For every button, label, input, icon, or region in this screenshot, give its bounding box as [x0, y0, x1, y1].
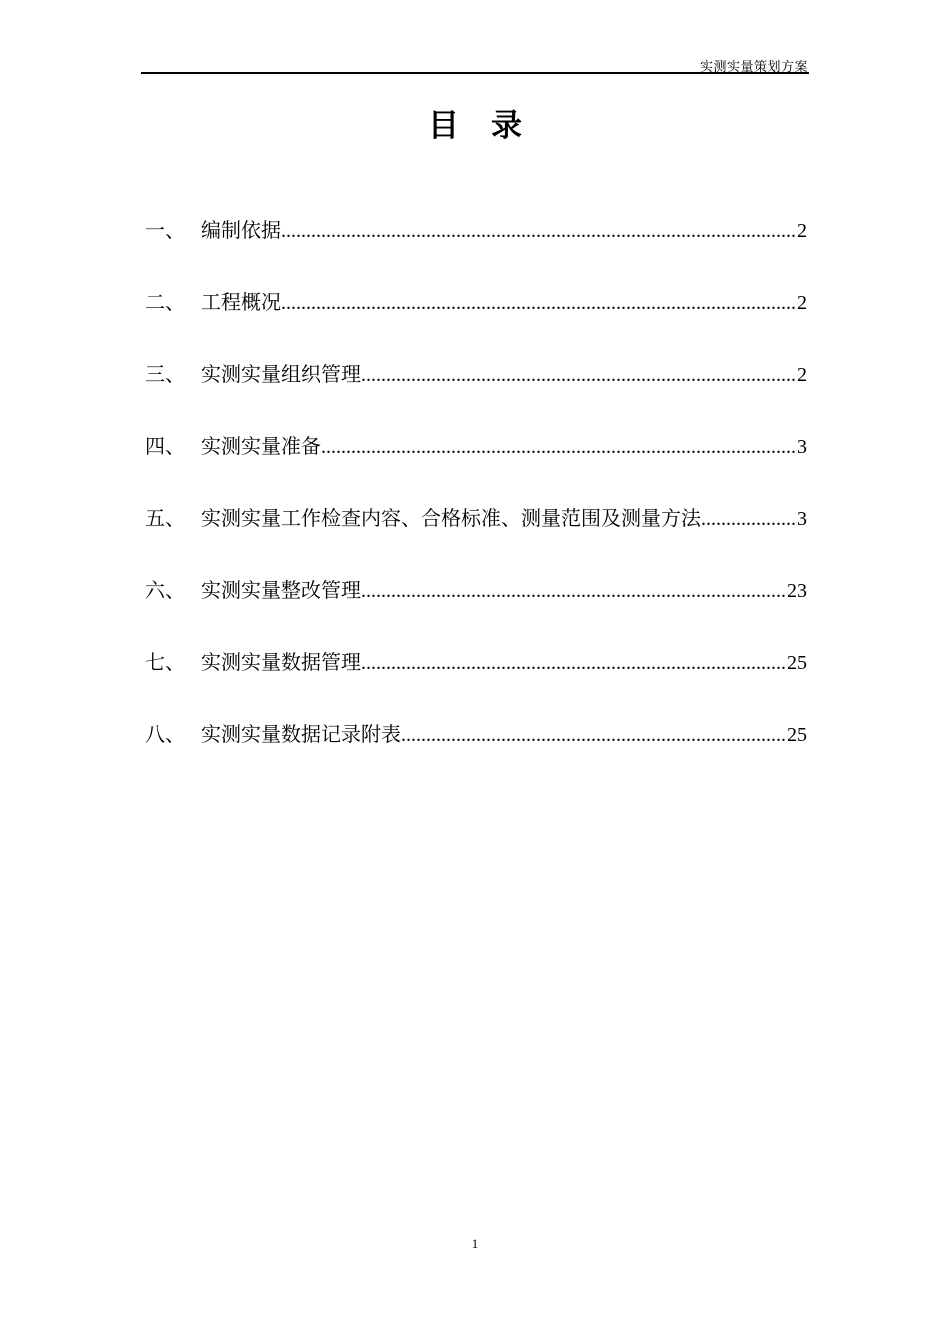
toc-dot-leader	[361, 575, 787, 607]
toc-dot-leader	[361, 647, 787, 679]
toc-dot-leader	[281, 215, 797, 247]
toc-entry-title: 实测实量组织管理	[201, 362, 361, 386]
toc-dot-leader	[321, 431, 797, 463]
header-rule	[141, 72, 809, 74]
toc-entry-title: 实测实量工作检查内容、合格标准、测量范围及测量方法	[201, 506, 701, 530]
toc-entry-title: 实测实量准备	[201, 434, 321, 458]
toc-entry[interactable]	[145, 286, 807, 358]
toc-entry-number: 四、	[145, 434, 185, 458]
toc-entry[interactable]	[145, 718, 807, 790]
toc-entry-page: 2	[797, 364, 807, 386]
toc-entry-number: 二、	[145, 290, 185, 314]
toc-entry-title: 实测实量整改管理	[201, 578, 361, 602]
toc-entry-page: 2	[797, 220, 807, 242]
toc-entry-page: 25	[787, 652, 807, 674]
toc-entry-page: 3	[797, 508, 807, 530]
toc-entry-page: 23	[787, 580, 807, 602]
table-of-contents	[145, 214, 807, 790]
page-number: 1	[471, 1236, 479, 1251]
toc-entry-number: 一、	[145, 218, 185, 242]
toc-entry-page: 3	[797, 436, 807, 458]
running-header: 实测实量策划方案	[699, 60, 808, 75]
toc-entry-title: 编制依据	[201, 218, 281, 242]
page-title: 目录	[428, 108, 554, 144]
toc-dot-leader	[701, 503, 797, 535]
toc-entry-page: 25	[787, 724, 807, 746]
toc-entry-number: 八、	[145, 722, 185, 746]
toc-entry[interactable]	[145, 214, 807, 286]
toc-entry[interactable]	[145, 502, 807, 574]
toc-dot-leader	[401, 719, 787, 751]
toc-entry-title: 实测实量数据记录附表	[201, 722, 401, 746]
toc-dot-leader	[281, 287, 797, 319]
toc-entry-title: 实测实量数据管理	[201, 650, 361, 674]
toc-entry[interactable]	[145, 358, 807, 430]
toc-entry[interactable]	[145, 646, 807, 718]
toc-entry[interactable]	[145, 430, 807, 502]
toc-entry-number: 七、	[145, 650, 185, 674]
toc-entry[interactable]	[145, 574, 807, 646]
toc-entry-number: 三、	[145, 362, 185, 386]
toc-entry-number: 六、	[145, 578, 185, 602]
toc-entry-page: 2	[797, 292, 807, 314]
toc-entry-number: 五、	[145, 506, 185, 530]
toc-entry-title: 工程概况	[201, 290, 281, 314]
toc-dot-leader	[361, 359, 797, 391]
